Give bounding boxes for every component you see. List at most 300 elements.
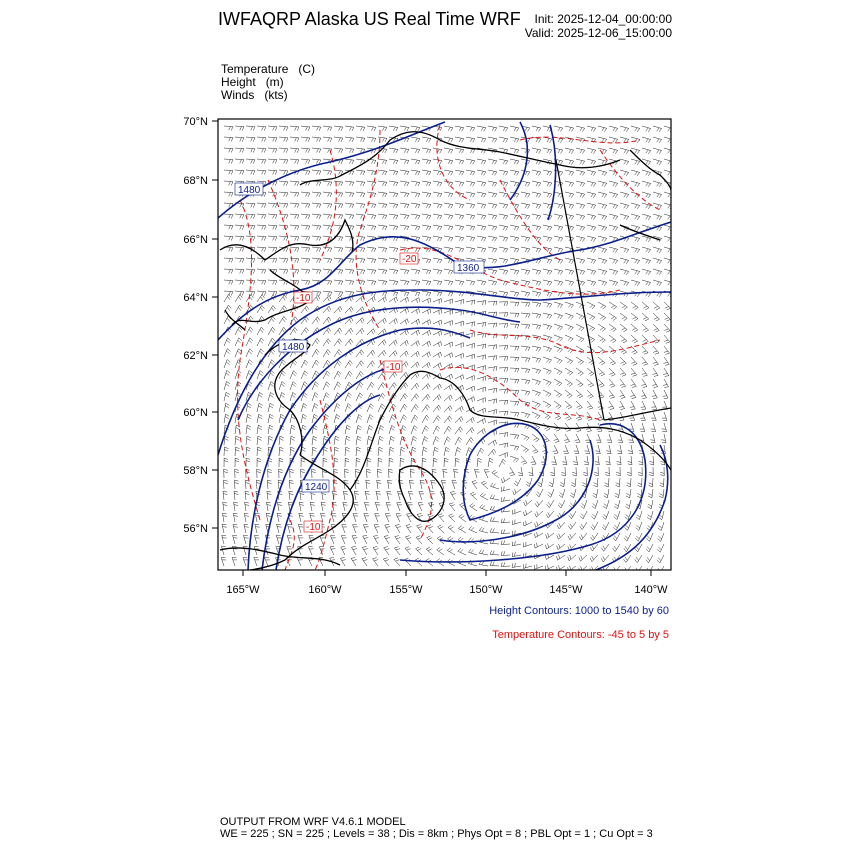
wind-barb	[510, 390, 519, 395]
wind-barb	[532, 313, 541, 318]
wind-barb	[499, 214, 508, 220]
wind-barb	[587, 236, 596, 242]
wind-barb	[444, 126, 453, 131]
wind-barb	[642, 258, 651, 264]
wind-barb	[554, 247, 563, 253]
wind-barb	[531, 456, 536, 465]
wind-barb	[411, 137, 420, 142]
wind-barb	[224, 349, 231, 357]
wind-barb	[290, 225, 299, 230]
wind-barb	[268, 414, 273, 423]
wind-barb	[221, 546, 226, 555]
wind-barb	[246, 447, 250, 456]
wind-barb	[466, 280, 475, 285]
wind-barb	[345, 339, 353, 346]
height-label: 1480	[282, 342, 305, 353]
wind-barb	[345, 360, 352, 368]
wind-barb	[224, 258, 233, 263]
wind-barb	[576, 170, 585, 176]
wind-barb	[521, 148, 530, 154]
wind-barb	[650, 456, 654, 465]
wind-barb	[222, 524, 227, 533]
wind-barb	[334, 382, 341, 390]
wind-barb	[375, 514, 380, 523]
wind-barb	[455, 299, 464, 304]
wind-barb	[521, 291, 530, 297]
wind-barb	[598, 368, 605, 376]
wind-barb	[389, 214, 398, 219]
wind-barb	[277, 502, 282, 511]
wind-barb	[591, 522, 598, 530]
wind-barb	[297, 558, 302, 567]
wind-barb	[290, 126, 299, 131]
wind-barb	[620, 126, 629, 132]
wind-barb	[466, 192, 475, 197]
lon-label: 160°W	[308, 584, 342, 596]
wind-barb	[636, 522, 642, 530]
wind-barb	[389, 458, 393, 467]
wind-barb	[598, 159, 607, 165]
wind-barb	[664, 357, 670, 365]
wind-barb	[532, 214, 541, 220]
wind-barb	[543, 368, 551, 374]
wind-barb	[246, 316, 253, 324]
wind-barb	[587, 280, 596, 286]
wind-barb	[499, 411, 508, 415]
wind-barb	[532, 302, 541, 307]
wind-barb	[277, 513, 282, 522]
wind-barb	[653, 137, 662, 143]
wind-barb	[290, 327, 297, 335]
wind-barb	[609, 247, 618, 253]
wind-barb	[388, 469, 392, 478]
wind-barb	[532, 390, 541, 396]
wind-barb	[642, 192, 651, 198]
lon-label: 140°W	[634, 584, 668, 596]
wind-barb	[598, 192, 607, 198]
wind-barb	[310, 502, 315, 511]
wind-barb	[620, 379, 626, 387]
wind-barb	[433, 416, 440, 424]
wind-barb	[466, 236, 475, 241]
wind-barb	[422, 280, 431, 285]
wind-barb	[367, 296, 375, 302]
wind-barb	[499, 280, 508, 286]
wind-barb	[613, 544, 620, 552]
wind-barb	[510, 137, 519, 143]
wind-barb	[232, 558, 237, 567]
wind-barb	[323, 225, 332, 230]
wind-barb	[312, 317, 320, 324]
wind-barb	[584, 456, 589, 465]
longitude-axis	[226, 570, 668, 596]
wind-barb	[257, 349, 264, 357]
wind-barb	[257, 126, 266, 131]
wind-barb	[268, 280, 277, 285]
wind-barb	[235, 126, 244, 131]
wind-barb	[532, 346, 541, 352]
wind-barb	[653, 269, 662, 275]
wind-barb	[367, 382, 374, 390]
wind-barb	[312, 349, 319, 357]
wind-barb	[422, 258, 431, 263]
wind-barb	[638, 478, 642, 487]
wind-barb	[411, 203, 420, 208]
wind-barb	[658, 533, 665, 541]
wind-barb	[620, 203, 629, 209]
wind-barb	[345, 291, 354, 296]
wind-barb	[422, 137, 431, 142]
wind-barb	[433, 170, 442, 175]
wind-barb	[659, 489, 664, 498]
wind-barb	[490, 528, 499, 533]
wind-barb	[312, 393, 318, 402]
wind-barb	[400, 383, 408, 390]
contour-labels	[235, 183, 484, 533]
wind-barb	[627, 478, 632, 487]
wind-barb	[601, 544, 609, 551]
wind-barb	[609, 192, 618, 198]
height-contour	[248, 328, 470, 570]
wind-barb	[378, 382, 385, 390]
wind-barb	[384, 547, 390, 555]
wind-barb	[235, 338, 242, 346]
wind-barb	[352, 547, 358, 556]
wind-barb	[587, 148, 596, 154]
wind-barb	[411, 181, 420, 186]
wind-barb	[246, 458, 250, 467]
wind-barb	[554, 346, 562, 353]
wind-barb	[394, 547, 400, 555]
wind-barb	[235, 148, 244, 153]
wind-barb	[477, 181, 486, 186]
wind-barb	[378, 458, 382, 467]
wind-barb	[488, 192, 497, 197]
wind-barb	[323, 382, 330, 390]
wind-barb	[433, 320, 442, 325]
wind-barb	[455, 280, 464, 285]
wind-barb	[576, 148, 585, 154]
wind-barb	[653, 324, 659, 332]
wind-barb	[387, 491, 392, 500]
wind-barb	[466, 386, 475, 391]
wind-barb	[532, 434, 539, 442]
wind-barb	[477, 159, 486, 164]
wind-barb	[521, 236, 530, 242]
wind-barb	[510, 126, 519, 132]
wind-barb	[568, 555, 576, 561]
wind-barb	[345, 425, 351, 434]
wind-barb	[532, 170, 541, 176]
wind-barb	[635, 555, 642, 563]
wind-barb	[224, 225, 233, 230]
wind-barb	[570, 489, 576, 498]
wind-barb	[323, 371, 330, 379]
wind-barb	[323, 247, 332, 252]
wind-barb	[557, 544, 565, 550]
wind-barb	[499, 459, 506, 467]
wind-barb	[620, 214, 629, 220]
wind-barb	[422, 247, 431, 252]
wind-barb	[664, 302, 671, 310]
wind-barb	[605, 467, 609, 476]
wind-barb	[532, 379, 541, 385]
wind-barb	[606, 456, 611, 465]
wind-barb	[422, 159, 431, 164]
wind-barb	[459, 514, 466, 522]
wind-barb	[565, 159, 574, 165]
wind-barb	[587, 401, 593, 409]
wind-barb	[658, 522, 664, 531]
wind-barb	[449, 514, 456, 522]
wind-barb	[243, 558, 248, 566]
wind-barb	[591, 533, 599, 541]
wind-barb	[576, 390, 583, 398]
wind-barb	[532, 412, 540, 419]
wind-barb	[596, 434, 601, 442]
wind-barb	[356, 393, 363, 401]
wind-barb	[378, 297, 386, 303]
wind-barb	[543, 258, 552, 264]
wind-barb	[488, 367, 497, 372]
wind-barb	[662, 423, 667, 432]
wind-barb	[455, 437, 462, 445]
wind-barb	[521, 434, 529, 441]
wind-barb	[466, 181, 475, 186]
lat-label: 68°N	[183, 175, 208, 187]
wind-barb	[565, 357, 573, 364]
wind-barb	[547, 500, 554, 508]
wind-barb	[367, 214, 376, 219]
wind-barb	[411, 269, 420, 274]
wind-barb	[345, 371, 352, 379]
wind-barb	[433, 225, 442, 230]
wind-barb	[552, 456, 557, 465]
wind-barb	[431, 480, 436, 489]
wind-barb	[562, 456, 567, 465]
wind-barb	[301, 371, 308, 379]
wind-barb	[356, 361, 364, 368]
wind-barb	[488, 301, 497, 305]
wind-barb	[560, 478, 565, 487]
wind-barb	[378, 181, 387, 186]
wind-barb	[558, 500, 565, 508]
wind-barb	[502, 477, 511, 483]
wind-barb	[389, 258, 398, 263]
wind-barb	[433, 363, 441, 369]
wind-barb	[458, 526, 466, 533]
wind-barb	[477, 366, 486, 371]
temp-label: -10	[296, 293, 311, 304]
wind-barb	[642, 181, 651, 187]
wind-barb	[554, 390, 562, 397]
wind-barb	[652, 379, 658, 388]
wind-barb	[400, 291, 409, 296]
wind-barb	[268, 306, 276, 314]
wind-barb	[411, 170, 420, 175]
wind-barb	[356, 137, 365, 142]
border-line	[556, 160, 604, 420]
wind-barb	[510, 291, 519, 297]
wind-barb	[620, 302, 627, 310]
wind-barb	[469, 549, 478, 555]
lon-label: 150°W	[469, 584, 503, 596]
lat-label: 58°N	[183, 465, 208, 477]
wind-barb	[455, 137, 464, 142]
wind-barb	[268, 148, 277, 153]
wind-barb	[576, 192, 585, 198]
wind-barb	[323, 291, 332, 296]
wind-barb	[510, 170, 519, 176]
wind-barb	[499, 313, 508, 317]
wind-barb	[565, 313, 573, 319]
wind-barb	[268, 436, 273, 445]
wind-barb	[411, 225, 420, 230]
wind-barb	[653, 181, 662, 187]
wind-barb	[664, 335, 670, 343]
wind-barb	[613, 522, 620, 530]
wind-barb	[312, 469, 316, 478]
wind-barb	[342, 525, 347, 533]
wind-barb	[246, 258, 255, 263]
wind-barb	[553, 445, 558, 454]
wind-barb	[422, 192, 431, 197]
wind-barb	[651, 412, 656, 420]
wind-barb	[257, 436, 262, 445]
wind-barb	[224, 305, 231, 313]
wind-barb	[235, 236, 244, 241]
wind-barb	[234, 491, 238, 500]
wind-barb	[377, 469, 381, 478]
wind-barb	[663, 390, 668, 399]
wind-barb	[330, 536, 335, 545]
wind-barb	[521, 324, 530, 329]
wind-barb	[268, 192, 277, 197]
wind-barb	[521, 269, 530, 275]
wind-barb	[521, 280, 530, 286]
wind-barb	[351, 558, 357, 567]
wind-barb	[354, 502, 359, 511]
wind-barb	[422, 181, 431, 186]
wind-barb	[543, 357, 552, 363]
wind-barb	[289, 480, 293, 489]
wind-barb	[418, 503, 423, 512]
wind-barb	[400, 297, 409, 303]
wind-barb	[631, 280, 640, 286]
wind-barb	[444, 406, 452, 413]
wind-barb	[345, 192, 354, 197]
wind-barb	[290, 247, 299, 252]
wind-barb	[301, 414, 307, 423]
wind-barb	[609, 379, 615, 387]
wind-barb	[411, 214, 420, 219]
wind-barb	[422, 362, 430, 368]
wind-barb	[490, 562, 499, 567]
wind-barb	[279, 447, 284, 456]
wind-barb	[565, 379, 573, 387]
wind-barb	[620, 346, 627, 354]
wind-barb	[246, 137, 255, 142]
temp-label: -20	[402, 254, 417, 265]
wind-barb	[433, 299, 442, 304]
wind-barb	[323, 203, 332, 208]
field-winds: Winds (kts)	[221, 88, 288, 102]
wind-barb	[620, 390, 626, 398]
wind-barb	[609, 137, 618, 143]
wind-barb	[510, 434, 519, 439]
wind-barb	[411, 192, 420, 197]
wind-barb	[620, 357, 626, 365]
lat-label: 64°N	[183, 292, 208, 304]
wind-barb	[642, 214, 651, 220]
wind-barb	[499, 203, 508, 209]
wind-barb	[400, 447, 405, 456]
field-height: Height (m)	[221, 75, 284, 89]
wind-barb	[444, 437, 451, 445]
wind-barb	[312, 447, 317, 456]
wind-barb	[422, 320, 431, 325]
wind-barb	[653, 313, 660, 321]
wind-barb	[385, 514, 390, 523]
wind-barb	[224, 469, 228, 478]
wind-barb	[455, 247, 464, 252]
wind-barb	[549, 478, 554, 487]
wind-barb	[301, 225, 310, 230]
wind-barb	[444, 321, 453, 326]
wind-barb	[642, 269, 651, 275]
wind-barb	[301, 458, 305, 467]
wind-barb	[513, 509, 521, 514]
wind-barb	[444, 159, 453, 164]
wind-barb	[312, 295, 320, 302]
wind-barb	[499, 389, 508, 393]
wind-barb	[565, 423, 571, 431]
wind-barb	[642, 357, 648, 365]
wind-barb	[257, 137, 266, 142]
wind-barb	[290, 192, 299, 197]
wind-barb	[257, 214, 266, 219]
wind-barb	[389, 280, 398, 285]
temp-contour	[437, 125, 470, 200]
wind-barb	[554, 368, 562, 375]
wind-barb	[386, 503, 391, 512]
wind-barb	[235, 214, 244, 219]
wind-barb	[565, 170, 574, 176]
wind-barb	[565, 192, 574, 198]
wind-barb	[470, 504, 477, 512]
wind-barb	[546, 565, 555, 570]
wind-barb	[389, 425, 395, 434]
wind-barb	[433, 214, 442, 219]
lon-label: 155°W	[389, 584, 423, 596]
wind-barb	[378, 340, 386, 346]
wind-barb	[510, 302, 519, 306]
wind-barb	[345, 280, 354, 285]
wind-barb	[422, 309, 431, 314]
wind-barb	[417, 525, 423, 533]
wind-barb	[455, 427, 463, 434]
wind-barb	[367, 126, 376, 131]
wind-barb	[389, 269, 398, 274]
wind-barb	[609, 357, 616, 365]
wind-barb	[513, 489, 521, 495]
wind-barb	[444, 299, 453, 304]
wind-barb	[254, 535, 259, 544]
wind-barb	[374, 525, 379, 534]
wind-barb	[246, 349, 253, 357]
wind-barb	[341, 536, 346, 545]
wind-barb	[312, 236, 321, 241]
